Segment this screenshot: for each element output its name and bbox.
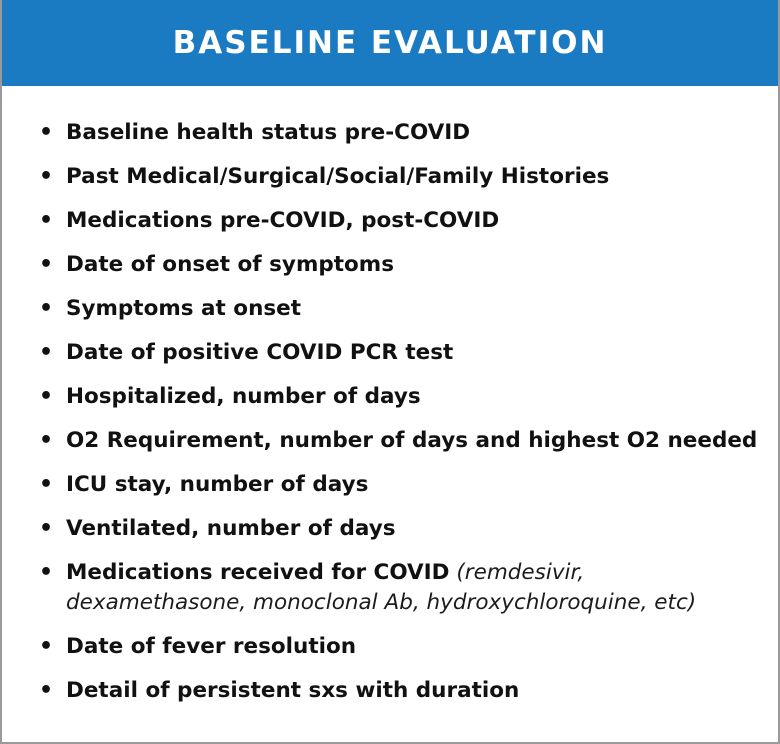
bullet-icon: • bbox=[39, 252, 54, 277]
list-item bbox=[2, 250, 778, 280]
list-item bbox=[2, 382, 778, 412]
list-item-text: Date of onset of symptoms bbox=[66, 252, 394, 277]
evaluation-list bbox=[2, 118, 778, 720]
list-item-text: Ventilated, number of days bbox=[66, 516, 396, 541]
list-item bbox=[2, 294, 778, 324]
list-item-text: Past Medical/Surgical/Social/Family Histories bbox=[66, 164, 610, 189]
bullet-icon: • bbox=[39, 560, 54, 585]
list-item bbox=[2, 558, 778, 618]
list-item-text: Symptoms at onset bbox=[66, 296, 302, 321]
list-item-text: Date of fever resolution bbox=[66, 634, 357, 659]
bullet-icon: • bbox=[39, 428, 54, 453]
header-title: BASELINE EVALUATION bbox=[172, 25, 608, 61]
list-item-text: Hospitalized, number of days bbox=[66, 384, 421, 409]
bullet-icon: • bbox=[39, 472, 54, 497]
bullet-icon: • bbox=[39, 164, 54, 189]
list-item-note: (remdesivir, dexamethasone, monoclonal Ab, hydroxychloroquine, etc) bbox=[66, 560, 697, 615]
bullet-icon: • bbox=[39, 678, 54, 703]
list-item-text: Medications received for COVID bbox=[66, 560, 450, 585]
bullet-icon: • bbox=[39, 208, 54, 233]
list-item bbox=[2, 338, 778, 368]
list-item-text: Baseline health status pre-COVID bbox=[66, 120, 471, 145]
bullet-icon: • bbox=[39, 384, 54, 409]
list-item-text: ICU stay, number of days bbox=[66, 472, 369, 497]
header-banner bbox=[2, 0, 778, 86]
list-item-text: Date of positive COVID PCR test bbox=[66, 340, 454, 365]
list-item bbox=[2, 676, 778, 706]
list-item bbox=[2, 426, 778, 456]
bullet-icon: • bbox=[39, 120, 54, 145]
list-item bbox=[2, 632, 778, 662]
bullet-icon: • bbox=[39, 296, 54, 321]
bullet-icon: • bbox=[39, 516, 54, 541]
list-item bbox=[2, 118, 778, 148]
list-item-text: Medications pre-COVID, post-COVID bbox=[66, 208, 500, 233]
list-item bbox=[2, 162, 778, 192]
list-item bbox=[2, 514, 778, 544]
list-item-text: Detail of persistent sxs with duration bbox=[66, 678, 520, 703]
bullet-icon: • bbox=[39, 634, 54, 659]
list-item bbox=[2, 470, 778, 500]
list-item-text: O2 Requirement, number of days and highest O2 needed bbox=[66, 428, 758, 453]
bullet-icon: • bbox=[39, 340, 54, 365]
list-item bbox=[2, 206, 778, 236]
